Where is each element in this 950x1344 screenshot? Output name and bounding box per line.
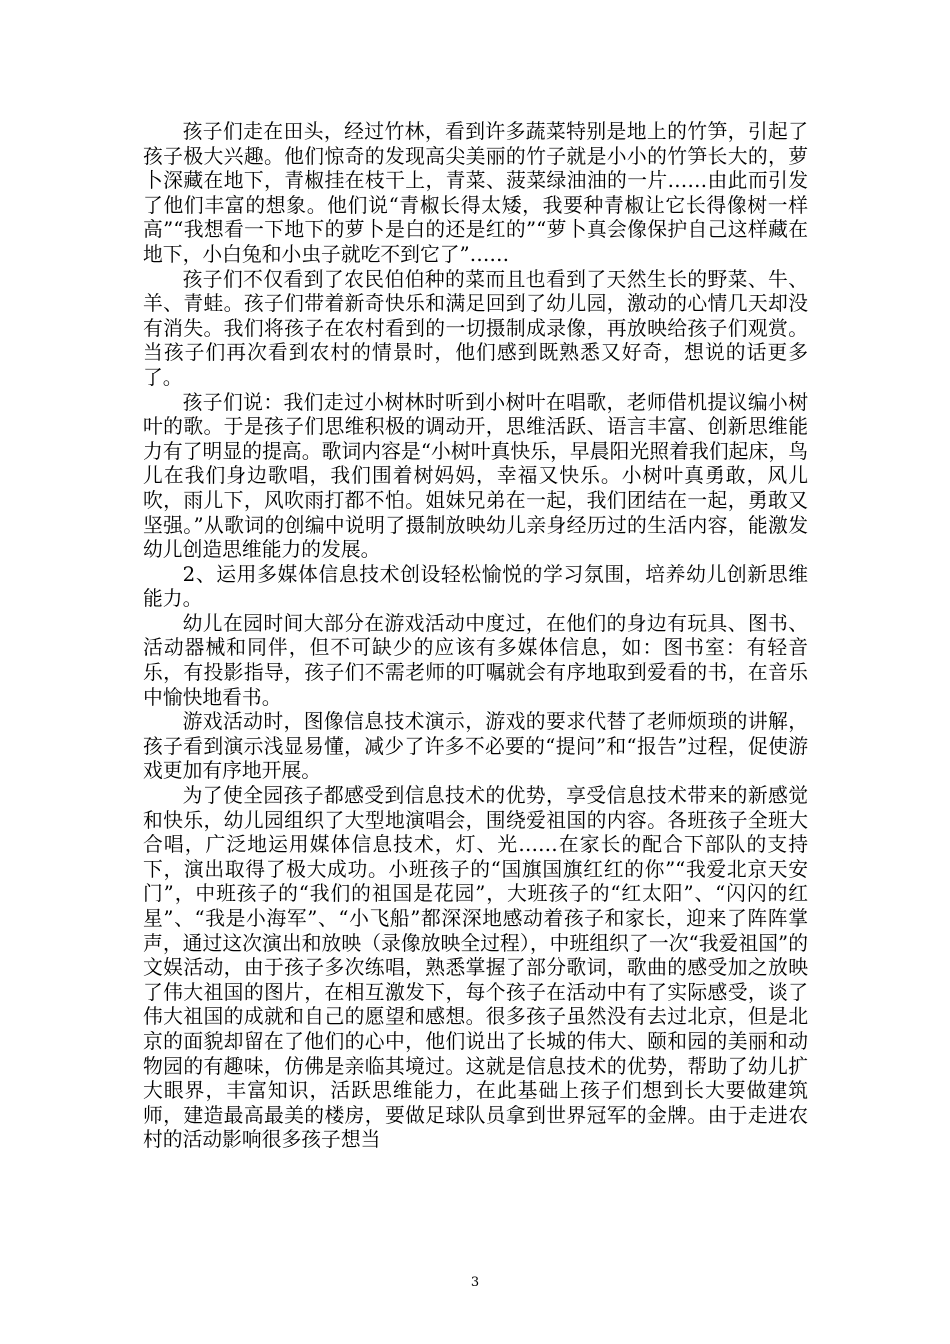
paragraph-video-recording: 孩子们不仅看到了农民伯伯种的菜而且也看到了天然生长的野菜、牛、羊、青蛙。孩子们带着新奇快乐和满足回到了幼儿园，激动的心情几天却没有消失。我们将孩子在农村看到的一切摄制成录像，再放映给孩子们观赏。当孩子们再次看到农村的情景时，他们感到既熟悉又好奇，想说的话更多了。 [143,267,808,389]
paragraph-field-trip: 孩子们走在田头，经过竹林，看到许多蔬菜特别是地上的竹笋，引起了孩子极大兴趣。他们惊奇的发现高尖美丽的竹子就是小小的竹笋长大的，萝卜深藏在地下，青椒挂在枝干上，青菜、菠菜绿油油的一片……由此而引发了他们丰富的想象。他们说“青椒长得太矮，我要种青椒让它长得像树一样高”“我想看一下地下的萝卜是白的还是红的”“萝卜真会像保护自己这样藏在地下，小白兔和小虫子就吃不到它了”…… [143,120,808,266]
page-number: 3 [470,1275,480,1290]
paragraph-concert: 为了使全园孩子都感受到信息技术的优势，享受信息技术带来的新感觉和快乐，幼儿园组织了大型地演唱会，围绕爱祖国的内容。各班孩子全班大合唱，广泛地运用媒体信息技术，灯、光……在家长的配合下部队的支持下，演出取得了极大成功。小班孩子的“国旗国旗红红的你”“我爱北京天安门”，中班孩子的“我们的祖国是花园”，大班孩子的“红太阳”、“闪闪的红星”、“我是小海军”、“小飞船”都深深地感动着孩子和家长，迎来了阵阵掌声，通过这次演出和放映（录像放映全过程），中班组织了一次“我爱祖国”的文娱活动，由于孩子多次练唱，熟悉掌握了部分歌词，歌曲的感受加之放映了伟大祖国的图片，在相互激发下，每个孩子在活动中有了实际感受，谈了伟大祖国的成就和自己的愿望和感想。很多孩子虽然没有去过北京，但是北京的面貌却留在了他们的心中，他们说出了长城的伟大、颐和园的美丽和动物园的有趣味，仿佛是亲临其境过。这就是信息技术的优势，帮助了幼儿扩大眼界，丰富知识，活跃思维能力，在此基础上孩子们想到长大要做建筑师，建造最高最美的楼房，要做足球队员拿到世界冠军的金牌。由于走进农村的活动影响很多孩子想当 [143,784,808,1152]
document-body [143,120,808,1153]
paragraph-game-activities: 游戏活动时，图像信息技术演示，游戏的要求代替了老师烦琐的讲解，孩子看到演示浅显易懂，减少了许多不必要的“提问”和“报告”过程，促使游戏更加有序地开展。 [143,710,808,783]
paragraph-tree-leaf-song: 孩子们说：我们走过小树林时听到小树叶在唱歌，老师借机提议编小树叶的歌。于是孩子们思维积极的调动开，思维活跃、语言丰富、创新思维能力有了明显的提高。歌词内容是“小树叶真快乐，早晨阳光照着我们起床，鸟儿在我们身边歌唱，我们围着树妈妈，幸福又快乐。小树叶真勇敢，风儿吹，雨儿下，风吹雨打都不怕。姐妹兄弟在一起，我们团结在一起，勇敢又坚强。”从歌词的创编中说明了摄制放映幼儿亲身经历过的生活内容，能激发幼儿创造思维能力的发展。 [143,390,808,562]
paragraph-section-heading-2: 2、运用多媒体信息技术创设轻松愉悦的学习氛围，培养幼儿创新思维能力。 [143,562,808,611]
paragraph-daily-activities: 幼儿在园时间大部分在游戏活动中度过，在他们的身边有玩具、图书、活动器械和同伴，但不可缺少的应该有多媒体信息，如：图书室：有轻音乐，有投影指导，孩子们不需老师的叮嘱就会有序地取到爱看的书，在音乐中愉快地看书。 [143,611,808,709]
